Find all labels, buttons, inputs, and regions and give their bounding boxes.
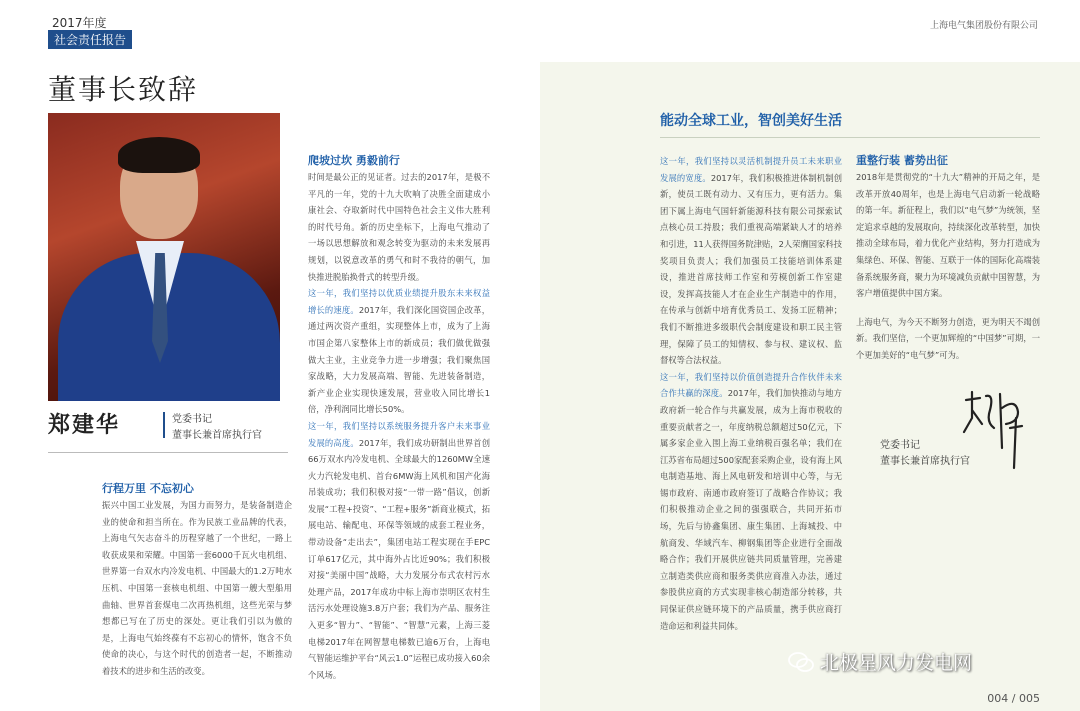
middle-column-text: 时间是最公正的见证者。过去的2017年，是极不平凡的一年，党的十九大吹响了决胜全面建成小康社会、夺取新时代中国特色社会主义伟大胜利的时代号角。新的历史坐标下，上海电气推动了一场以思想解放和观念转变为驱动的未来发展再规划，以锐意改革的勇气和时不我待的朝气，加快推进脱胎换骨式的转型升级。 这一年，我们坚持以优质业绩提升股东未来权益增长的速度。2017年，我们深化国资国企改革，通过两次资产重组，实现整体上市，成为了上海市国企第八家整体上市的新成员；我们做优做强做大主业，主业竞争力进一步增强；我们聚焦国家战略，大力发展高端、智能、先进装备制造，新产业企业实现快速发展，营业收入同比增长1倍，净利润同比增长50%。 这一年，我们坚持以系统服务提升客户未来事业发展的高度。2017年，我们成功研制出世界首创66万双水内冷发电机、全球最大的1260MW全速火力汽轮发电机、首台6MW海上风机和国产化海吊装成功；我们积极对接“一带一路”倡议，创新发展“工程+投资”、“工程+服务”新商业模式，拓展电站、输配电、环保等领域的成套工程业务，带动设备“走出去”，集团电站工程实现在手EPC订单617亿元，其中海外占比近90%；我们积极对接“美丽中国”战略，大力发展分布式农村污水处理产品，2017年成功中标上海市崇明区农村生活污水处理设施3.8万户套；我们为产品、服务注入更多“智力”、“智能”、“智慧”元素，上海三菱电梯2017年在网智慧电梯数已逾6万台，上海电气智能运维护平台“风云1.0”运程已成功接入60余个风场。 <box>308 172 490 680</box>
watermark-text: 北极星风力发电网 <box>820 652 973 674</box>
right-column-1-text: 这一年，我们坚持以灵活机制提升员工未来职业发展的宽度。2017年，我们积极推进体制机制创新，使员工既有动力、又有压力，更有活力。集团下属上海电气国轩新能源科技有限公司探索试点核心员工持股；我们重视高端紧缺人才的培养和引进，11人获得国务院津贴，2人荣膺国家科技奖项目负责人；我们加强员工技能培训体系建设，推进首席技师工作室和劳模创新工作室建设，发挥高技能人才在企业生产制造中的作用，在传承与创新中培育优秀员工、发扬工匠精神；我们不断推进多级职代会制度建设和职工民主管理，保障了员工的知情权、参与权、建议权、监督权等合法权益。 这一年，我们坚持以价值创造提升合作伙伴未来合作共赢的深度。2017年，我们加快推动与地方政府新一轮合作与共赢发展，成为上海市税收的重要贡献者之一，年度纳税总额超过50亿元，下属多家企业入围上海工业纳税百强名单；我们在江苏省布局超过500家配套采购企业，设有海上风电制造基地、海上风电研发和培训中心等，与无锡市政府、南通市政府签订了战略合作协议；我们积极推动企业之间的强强联合，共同开拓市场，先后与协鑫集团、康生集团、上海城投、中航商发、华域汽车、柳钢集团等企业进行全面战略合作；我们开展供应链共同质量管理，完善建立制造类供应商和服务类供应商准入办法，通过参股供应商的方式实现非核心制造部分转移，共同保证供应链环境下的产品质量，携手供应商打造命运和利益共同体。 <box>660 156 842 631</box>
page-title: 董事长致辞 <box>48 73 199 106</box>
header-company-name: 上海电气集团股份有限公司 <box>929 21 1038 31</box>
right-column-2-text: 2018年是贯彻党的“十九大”精神的开局之年，是改革开放40周年，也是上海电气启动新一轮战略的第一年。新征程上，我们以“电气梦”为统领，坚定追求卓越的发展取向，持续深化改革转型，加快推动全球布局，着力优化产业结构，努力打造成为集绿色、环保、智能、互联于一体的国际化高端装备系统服务商，聚力为环境减负贡献中国智慧，为客户增值提供中国方案。 上海电气，为今天不断努力创造，更为明天不竭创新。我们坚信，一个更加辉煌的“中国梦”可期，一个更加美好的“电气梦”可为。 <box>856 172 1040 360</box>
middle-section-heading: 爬坡过坎 勇毅前行 <box>308 154 400 167</box>
chairman-portrait <box>48 113 280 401</box>
name-divider <box>163 412 165 438</box>
person-role-chairman: 董事长兼首席执行官 <box>172 430 262 441</box>
person-role-party: 党委书记 <box>172 414 212 425</box>
name-block <box>48 402 288 460</box>
handwritten-signature-icon <box>960 388 1032 474</box>
signature-role-chairman: 董事长兼首席执行官 <box>880 456 970 467</box>
right-column-2-heading: 重整行装 蓄势出征 <box>856 154 948 167</box>
name-underline <box>48 452 288 453</box>
signature-role-party: 党委书记 <box>880 440 920 451</box>
left-section-heading: 行程万里 不忘初心 <box>102 482 194 495</box>
left-section-text: 振兴中国工业发展，为国力而努力，是装备制造企业的使命和担当所在。作为民族工业品牌的代表，上海电气矢志奋斗的历程穿越了一个世纪，一路上收获成果和荣耀。中国第一套6000千瓦火电机组、世界第一台双水内冷发电机、中国最大的1.2万吨水压机、中国第一套核电机组、中国第一艘大型船用曲轴、世界首套煤电二次再热机组，这些光荣与梦想都已写在了历史的深处。更让我们引以为傲的是，上海电气始终葆有不忘初心的情怀，饱含不负使命的决心，与这个时代的创造者一起，不断推动着技术的进步和生活的改变。 <box>102 500 292 676</box>
right-page-title: 能动全球工业，智创美好生活 <box>660 113 842 129</box>
watermark <box>788 648 972 675</box>
right-title-divider <box>660 137 1040 138</box>
chat-bubbles-icon <box>788 651 814 673</box>
header-report-title: 社会责任报告 <box>48 30 132 49</box>
person-name: 郑建华 <box>48 413 121 438</box>
page-number: 004 / 005 <box>987 692 1040 705</box>
header-year: 2017年度 <box>52 16 107 30</box>
